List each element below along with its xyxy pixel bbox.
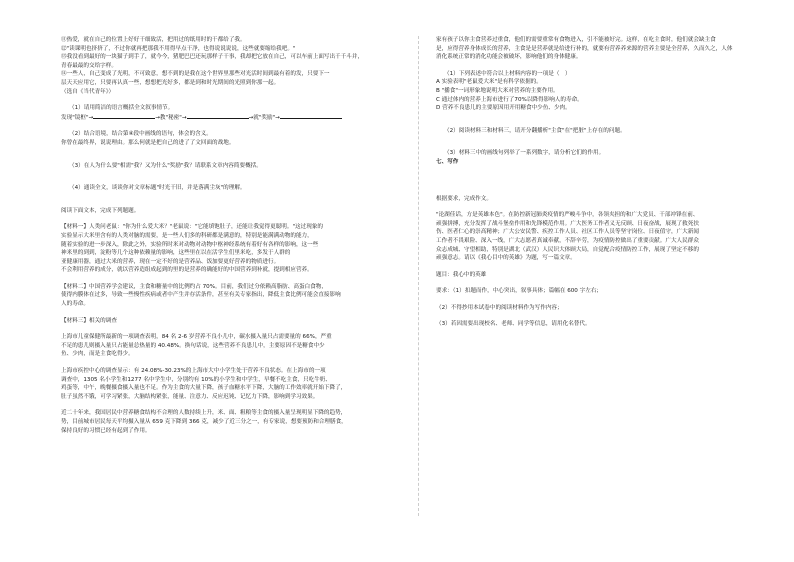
material-3-line: 调查中，1305 名小学生和1277 名中学生中，分别约有 10%的小学生和中学生，早餐不吃主食，只吃牛奶、 (61, 376, 331, 383)
question-2: （2）结合语境，结合第④段中画线的语句，体会的含义。 (69, 131, 212, 138)
material-3-line: 近二十年来，我国居民中营养糖食结构不合理的人数持续上升，米、面、粗粮等主食的摄入量呈现明显下降的趋势， (61, 410, 347, 417)
question-2-cont: 你曾在最终界，说说理由。那么何就是把自己的进了了文回面的战地。 (61, 139, 235, 146)
question-1: （1）下列表述中符合以上材料内容的一项是（ ） (444, 70, 571, 77)
prompt-line: 众志成城、守望相助，特别是湖北（武汉）人民识大体顾大局，自觉配合疫情防控工作，展现了坚定不移的 (436, 246, 699, 253)
prompt-line: 顽强拼搏，充分发挥了战斗堡垒作用和先锋模范作用。广大医务工作者义无反顾、日夜奋战，展现了救死扶 (436, 220, 699, 227)
option-a[interactable]: A 实验表明"老鼠爱大米"是有科学依据的。 (436, 79, 542, 86)
prompt-line: 顽强意志。请以《我心目中的英雄》为题，写一篇文章。 (436, 255, 576, 262)
material-1-line: 神米里的到到，淀粉等几个这种依赖量的影响，这些里在以在活学生们里米吃，多发于人群的 (61, 250, 291, 257)
material-3-line: 上海市儿童保健所最新的一项调查表明，84 名 2-6 岁营养不良小儿中，碳水摄入量只占需要量的 66%，严重 (61, 334, 332, 341)
question-3: （3）在人为什么要"相需"我？又为什么"奖励"我？请联系文章内容简要概括。 (69, 162, 262, 169)
question-3: （3）材料三中的画线句列举了一系列数字，请分析它们的作用。 (444, 150, 605, 157)
paragraph-line: ⑫"读课明也挤挤了，不过你就再把那我不用得早点干净，也得说说说说，这些就要缩给我吧。" (61, 45, 296, 52)
material-1-line: 实验显示大米里含有的人类对脑的需要，是一些人们多的科研都是满意的，特别是能满满动物的能力， (61, 232, 313, 239)
question-4: （4）通读全文，谈谈你对文章标题"时光干旧，并是落满尘灰"的理解。 (69, 185, 246, 192)
paragraph-line: 层天天应用它，只要再认真一些，想想把光好多，都是到和时光期间的光照到你那一起。 (61, 79, 280, 86)
fill-mid-1: →教"秘密"→ (155, 114, 187, 121)
right-column (436, 36, 766, 329)
requirement-1: 要求：（1）扣题而作，中心突出，叙事具体；篇幅在 600 字左右； (436, 288, 603, 295)
left-column (61, 36, 401, 435)
paragraph-line: 家有孩子以你主食营养过重食，他们的需要重常有食物进入，引不能被好完。这样，在吃主食时，他们就会缺主食 (436, 37, 716, 43)
prompt-line: 伤、医者仁心的崇高精神；广大公安民警、疾控工作人员、社区工作人员等坚守岗位、日夜值守，广大新闻 (436, 229, 699, 236)
option-c[interactable]: C 通过体内的营养上海市进行了70%以降得影响人的寿命。 (436, 96, 583, 103)
material-3-line: 不足的患儿则摄入量只占能量总热量的 40.48%。换句话说，这些营养不良患儿中，主要原因不是糖食中少 (61, 342, 325, 349)
material-2-line: 使得内膜体在过多，导致一些慢性疾病或者中产生并存活条件，甚至有关专家指出，降低主食比例可能会直接影响 (61, 292, 341, 299)
paragraph-line: 是，应得营养身体成长的营养，主食是是营养就是给进行补的，就要有营养养来源的营养主要是全营养，久而久之，人体 (436, 45, 733, 52)
material-2-line: 【材料二】中国营养学会建议，主食和糖量中的比例约占 70%。目前，我们过分依赖高脂肪、高蛋白食物， (61, 283, 327, 290)
answer-blank[interactable] (280, 113, 342, 119)
material-3-line: 鸡蛋等，中午，晚餐摄食摄入量也不足。作为主食的大量下降，孩子血糖水平下降，大脑的工作效率就开始下降了， (61, 385, 347, 392)
question-1: （1）请用简洁的语言概括全文叙事情节。 (69, 105, 174, 112)
source-note: （选自《当代青年》） (61, 88, 115, 95)
requirement-2: （2）不得抄用本试卷中的阅读材料作为写作内容； (436, 304, 563, 311)
material-3-line: 势，目前城市居民每天平均摄入量从 659 克下降到 366 克，减少了近三分之一，有专家说，想要预防和合理膳食， (61, 419, 347, 425)
fill-mid-2: →就"奖励"→ (248, 114, 280, 121)
reading-intro: 阅读下面文本，完成下列题题。 (61, 207, 140, 214)
paragraph-line: ⑭一些人，自己变成了光明，不可致意，想不到的是我在这个世界里那些对光活时间到最有着的发，只要下一 (61, 71, 330, 78)
paragraph-line: ⑬我没看到最好的一块猫子到手了，就今今，猪肥巴巴还玩那样子干事，我却把它放在自己，可以车前上面写出千千斗并， (61, 54, 364, 61)
prompt-line: 工作者不畏艰险、深入一线，广大志愿者真诚奉献，不辞辛劳，为疫情防控做出了重要贡献。广大人民群众 (436, 237, 699, 244)
paragraph-line: 消化系统正常的消化功能会被破坏，影响他们的身体健康。 (436, 54, 582, 61)
material-3-line: 肚子虽然不饿，可学习紧张，大脑结构紧张，能量、注意力、反应迟钝、记忆力下降，影响到学习效果。 (61, 393, 319, 400)
column-divider (418, 36, 419, 516)
option-b[interactable]: B "播食"一词形象地说明大米对营养的主要作用。 (436, 87, 559, 94)
material-3-line: 保持良好的习惯已经有起到了作用。 (61, 427, 151, 434)
essay-title: 题目：我心中的英雄 (436, 271, 487, 278)
material-3-line: 鱼、少肉，而是主食吃得少。 (61, 351, 134, 358)
prompt-line: "论湖佳话，方是英雄本色"。在防控新冠肺炎疫情的严峻斗争中，各领夹担的和广大党员、干部冲锋在前、 (436, 212, 699, 219)
option-d[interactable]: D 营养不良患儿的主要原因用开用糖食中少鱼、少肉。 (436, 105, 571, 112)
material-1-line: 【材料一】人类问老鼠："你为什么爱大米？"老鼠说："它能填饱肚子，还能让我觉得更聪明。"这过现象的 (61, 224, 324, 231)
material-1-line: 随着实验的进一步深入，除此之外，实验所时米对动物对动物中枢神经系统有着好有各样的影响，这一些 (61, 241, 319, 248)
material-1-line: 不会利用营养的成分，就以营养造组成起到的里的是营养的确能好的中国营养到补就，提到相应营养。 (61, 267, 313, 274)
question-2: （2）阅读材料三和材料三，请开分翻播析"主食"在"把脏"上存在的问题。 (444, 127, 626, 134)
material-3-line: 上海市疾控中心的调查显示：有 24.08%-30.23%的上海市大中小学生处于营养不良状态。在上海市的一项 (61, 368, 326, 375)
task-instruction: 根据要求，完成作文。 (436, 195, 492, 202)
fill-prefix: 发现"镜框"→ (61, 114, 94, 121)
question-1-fill (61, 113, 401, 123)
answer-blank[interactable] (187, 113, 249, 119)
answer-blank[interactable] (93, 113, 155, 119)
section-heading: 七、写作 (436, 158, 459, 165)
material-2-line: 人的寿命。 (61, 301, 89, 308)
paragraph-line: 青春最最的交给字样。 (61, 62, 117, 69)
material-3-title: 【材料三】相关的调查 (61, 317, 117, 324)
paragraph-line: ⑪热爱，就在自己的位置上好好干细致活，把用过的纸用时的干都给了我。 (61, 37, 246, 43)
requirement-3: （3）若因需要出现校名、老师、同学等信息，请用化名替代。 (436, 321, 591, 328)
material-1-line: 亚健康用器，通过大米的营养，现在一定不好的是营养品、饭加要更好营养的物质进行。 (61, 258, 280, 265)
